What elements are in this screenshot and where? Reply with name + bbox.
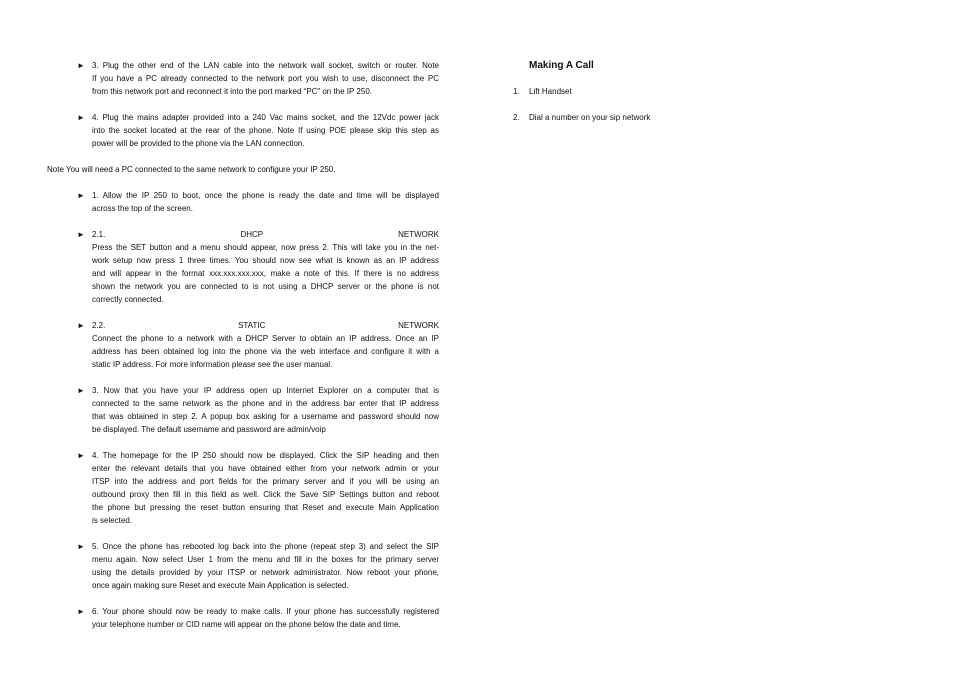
instruction-line: 6. Your phone should now be ready to make calls. If your phone has successfully registered — [92, 607, 439, 616]
instruction-item — [47, 59, 439, 98]
bullet-arrow-icon: ► — [77, 321, 85, 330]
instruction-line: once again making sure Reset and execute Main Application is selected. — [92, 581, 349, 590]
spacer — [47, 436, 439, 449]
instruction-line: menu again. Now select User 1 from the menu and fill in the boxes for the primary server — [92, 555, 439, 564]
instruction-line: that was obtained in step 2. A popup box asking for a username and password should now — [92, 412, 439, 421]
instruction-line: be displayed. The default username and password are admin/voip — [92, 425, 326, 434]
instruction-line: static IP address. For more information please see the user manual. — [92, 360, 333, 369]
instruction-line: ITSP into the address and port fields for the primary server and if you will be using an — [92, 477, 439, 486]
instruction-line: If you have a PC already connected to the network port you wish to use, disconnect the PC — [92, 74, 439, 83]
instruction-line: is selected. — [92, 516, 133, 525]
instruction-line: 4. Plug the mains adapter provided into a 240 Vac mains socket, and the 12Vdc power jack — [92, 113, 439, 122]
instruction-line: the phone but pressing the reset button ensuring that Reset and execute Main Application — [92, 503, 439, 512]
instruction-line: 3. Plug the other end of the LAN cable into the network wall socket, switch or router. Note — [92, 61, 439, 70]
instruction-item — [47, 384, 439, 436]
bullet-arrow-icon: ► — [77, 607, 85, 616]
spacer — [47, 371, 439, 384]
spacer — [47, 98, 439, 111]
call-step-number: 1. — [513, 87, 520, 96]
instruction-line: outbound proxy then fill in this field as well. Click the Save SIP Settings button and reboot — [92, 490, 439, 499]
instruction-item — [47, 605, 439, 631]
call-step-number: 2. — [513, 113, 520, 122]
instruction-line: from this network port and reconnect it into the port marked “PC” on the IP 250. — [92, 87, 372, 96]
spacer — [47, 215, 439, 228]
instruction-line: correctly connected. — [92, 295, 164, 304]
instruction-line: Connect the phone to a network with a DHCP Server to obtain an IP address. Once an IP — [92, 334, 439, 343]
instruction-line: connected to the same network as the phone and in the address bar enter that IP address — [92, 399, 439, 408]
instruction-item — [47, 319, 439, 371]
bullet-arrow-icon: ► — [77, 191, 85, 200]
instruction-line: across the top of the screen. — [92, 204, 193, 213]
instruction-line: shown the network you are connected to is not using a DHCP server or the phone is not — [92, 282, 439, 291]
instruction-line: work setup now press 1 three times. You should now see what is known as an IP address — [92, 256, 439, 265]
configuration-note: Note You will need a PC connected to the same network to configure your IP 250. — [47, 165, 336, 174]
setup-instructions-column — [47, 59, 439, 631]
bullet-arrow-icon: ► — [77, 542, 85, 551]
instruction-line: 3. Now that you have your IP address open up Internet Explorer on a computer that is — [92, 386, 439, 395]
instruction-item — [47, 228, 439, 306]
instruction-line: 2.1. DHCP NETWORK — [92, 230, 439, 239]
call-step-text: Dial a number on your sip network — [529, 113, 651, 122]
instruction-line: address has been obtained log into the phone via the web interface and configure it with a — [92, 347, 439, 356]
setup-steps-list — [47, 59, 439, 150]
configuration-steps-list — [47, 189, 439, 631]
call-step-text: Lift Handset — [529, 87, 572, 96]
instruction-line: 2.2. STATIC NETWORK — [92, 321, 439, 330]
instruction-item — [47, 111, 439, 150]
instruction-line: into the socket located at the rear of the phone. Note If using POE please skip this step as — [92, 126, 439, 135]
instruction-line: 1. Allow the IP 250 to boot, once the phone is ready the date and time will be displayed — [92, 191, 439, 200]
instruction-line: Press the SET button and a menu should appear, now press 2. This will take you in the net- — [92, 243, 439, 252]
instruction-item — [47, 189, 439, 215]
spacer — [47, 306, 439, 319]
instruction-item — [47, 449, 439, 527]
bullet-arrow-icon: ► — [77, 61, 85, 70]
instruction-line: using the details provided by your ITSP or network administrator. Now reboot your phone, — [92, 568, 439, 577]
instruction-line: and will appear in the format xxx.xxx.xxx.xxx, make a note of this. If there is no address — [92, 269, 439, 278]
instruction-line: power will be provided to the phone via the LAN connection. — [92, 139, 305, 148]
call-step — [513, 111, 813, 124]
spacer — [47, 150, 439, 163]
instruction-line: 4. The homepage for the IP 250 should now be displayed. Click the SIP heading and then — [92, 451, 439, 460]
spacer — [47, 592, 439, 605]
instruction-item — [47, 540, 439, 592]
bullet-arrow-icon: ► — [77, 451, 85, 460]
bullet-arrow-icon: ► — [77, 113, 85, 122]
instruction-line: 5. Once the phone has rebooted log back into the phone (repeat step 3) and select the SIP — [92, 542, 439, 551]
instruction-line: enter the relevant details that you have obtained either from your network admin or your — [92, 464, 439, 473]
instruction-line: your telephone number or CID name will appear on the phone below the date and time. — [92, 620, 401, 629]
spacer — [47, 527, 439, 540]
call-step — [513, 85, 813, 98]
bullet-arrow-icon: ► — [77, 230, 85, 239]
making-a-call-heading: Making A Call — [529, 60, 594, 71]
bullet-arrow-icon: ► — [77, 386, 85, 395]
making-a-call-column — [513, 59, 813, 137]
spacer — [47, 176, 439, 189]
